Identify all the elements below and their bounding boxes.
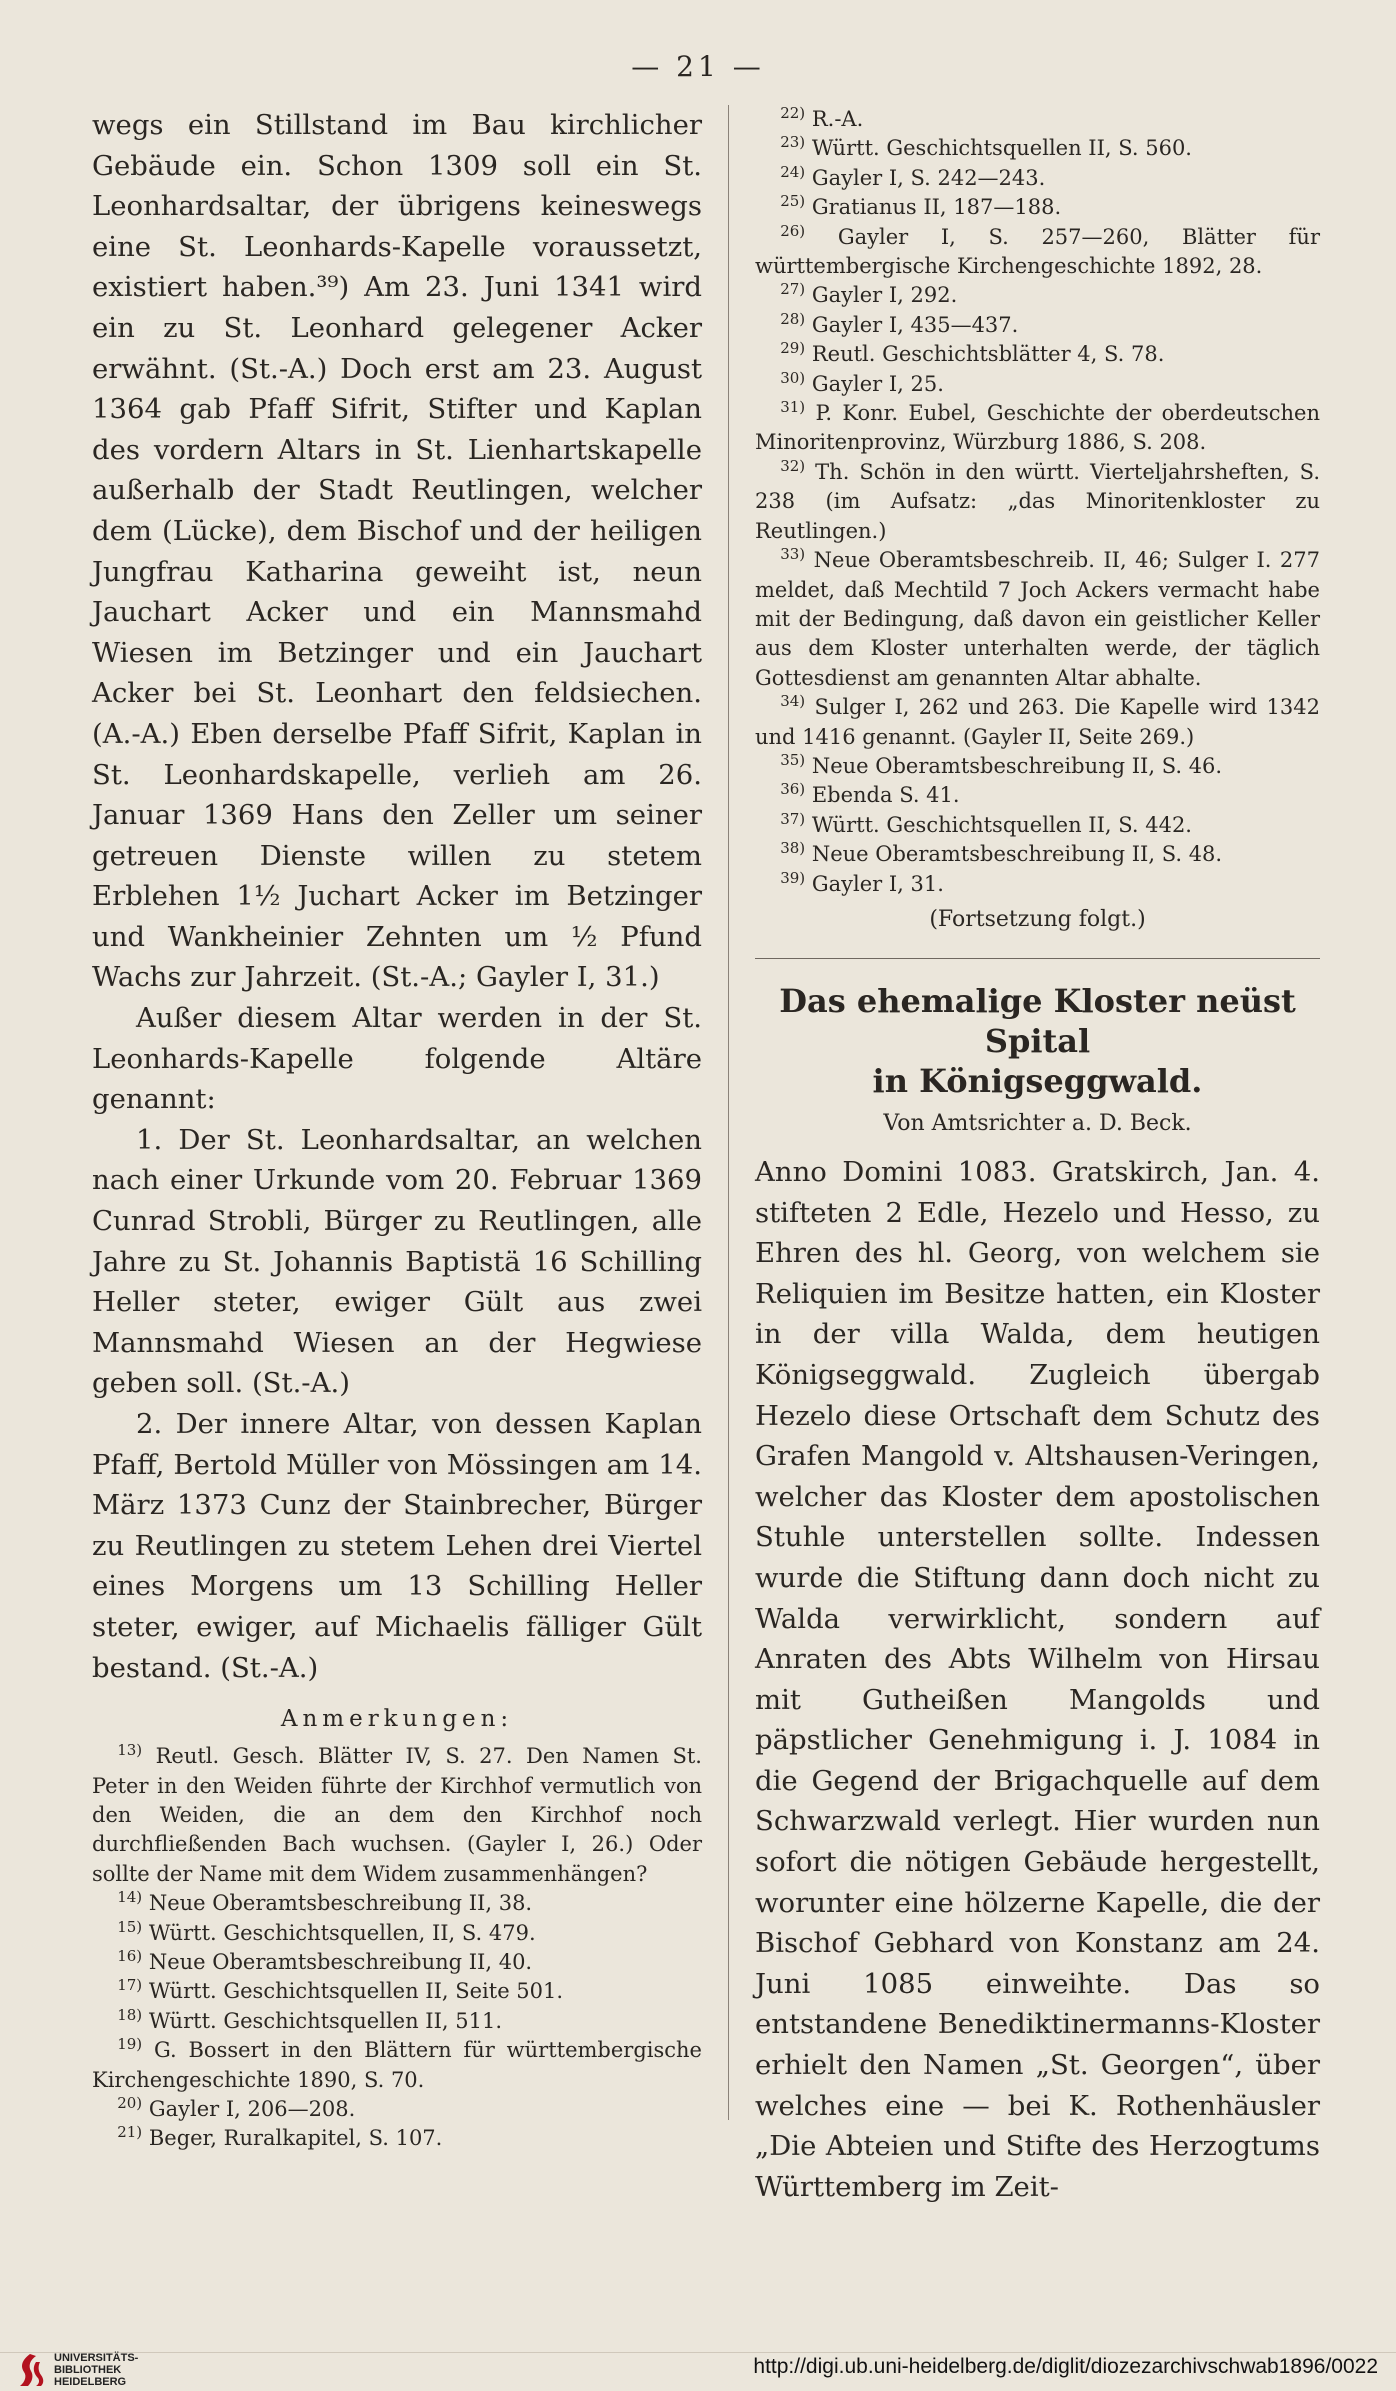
notes-heading: Anmerkungen: xyxy=(280,1706,514,1733)
footnote: $^{22)}$ R.-A. xyxy=(780,104,864,131)
footnote: $^{17)}$ Württ. Geschichtsquellen II, Seite 501. xyxy=(117,1976,564,2004)
article-author: Von Amtsrichter a. D. Beck. xyxy=(883,1110,1192,1136)
paragraph: wegs ein Stillstand im Bau kirchlicher Gebäude ein. Schon 1309 soll ein St. Leonhardsaltar, der übrigens keineswegs eine St. Leonhards-Kapelle voraussetzt, existiert haben.³⁹) Am 23. Juni 1341 wird ein zu St. Leonhard gelegener Acker erwähnt. (St.-A.) Doch erst am 23. August 1364 gab Pfaff Sifrit, Stifter und Kaplan des vordern Altars in St. Lienhartskapelle außerhalb der Stadt Reutlingen, welcher dem (Lücke), dem Bischof und der heiligen Jungfrau Katharina geweiht ist, neun Jauchart Acker und ein Mannsmahd Wiesen im Betzinger und ein Jauchart Acker bei St. Leonhart den feldsiechen. (A.-A.) Eben derselbe Pfaff Sifrit, Kaplan in St. Leonhardskapelle, verlieh am 26. Januar 1369 Hans den Zeller um seiner getreuen Dienste willen zu stetem Erblehen 1½ Juchart Acker im Betzinger und Wankheinier Zehnten um ½ Pfund Wachs zur Jahrzeit. (St.-A.; Gayler I, 31.) xyxy=(92,109,702,994)
right-footnotes xyxy=(755,105,1320,899)
footnote: $^{25)}$ Gratianus II, 187—188. xyxy=(780,192,1062,220)
footnote: $^{29)}$ Reutl. Geschichtsblätter 4, S. 78. xyxy=(780,339,1165,367)
footnote: $^{18)}$ Württ. Geschichtsquellen II, 511. xyxy=(117,2005,502,2033)
right-column xyxy=(755,105,1320,2207)
footnote: $^{16)}$ Neue Oberamtsbeschreibung II, 40. xyxy=(117,1947,533,1974)
page-number: — 21 — xyxy=(631,50,765,83)
article-title: Das ehemalige Kloster neüst Spital in Königseggwald. xyxy=(779,981,1296,1100)
footnote: $^{35)}$ Neue Oberamtsbeschreibung II, S. 46. xyxy=(780,750,1223,778)
footnote: $^{23)}$ Württ. Geschichtsquellen II, S. 560. xyxy=(780,133,1192,161)
footnote: $^{39)}$ Gayler I, 31. xyxy=(780,868,944,896)
footnote: $^{24)}$ Gayler I, S. 242—243. xyxy=(780,162,1046,190)
footnote: $^{28)}$ Gayler I, 435—437. xyxy=(780,309,1019,337)
footnote: $^{32)}$ Th. Schön in den württ. Vierteljahrsheften, S. 238 (im Aufsatz: „das Minoritenkloster zu Reutlingen.) xyxy=(755,456,1320,543)
footnote: $^{38)}$ Neue Oberamtsbeschreibung II, S. 48. xyxy=(780,839,1223,867)
footnote: $^{31)}$ P. Konr. Eubel, Geschichte der oberdeutschen Minoritenprovinz, Würzburg 1886, S. 208. xyxy=(755,398,1320,455)
footnote: $^{13)}$ Reutl. Gesch. Blätter IV, S. 27. Den Namen St. Peter in den Weiden führte der Kirchhof vermutlich von den Weiden, die an dem den Kirchhof noch durchfließenden Bach wuchsen. (Gayler I, 26.) Oder sollte der Name mit dem Widem zusammenhängen? xyxy=(92,1741,702,1886)
footnote: $^{14)}$ Neue Oberamtsbeschreibung II, 38. xyxy=(117,1888,533,1916)
library-logo xyxy=(14,2350,194,2390)
article-body xyxy=(755,1152,1320,2207)
footnote: $^{30)}$ Gayler I, 25. xyxy=(780,368,944,396)
footnote: $^{20)}$ Gayler I, 206—208. xyxy=(117,2094,356,2122)
left-body-text xyxy=(92,105,702,1688)
library-seal-icon xyxy=(14,2352,46,2388)
left-column xyxy=(92,105,702,2154)
paragraph: 1. Der St. Leonhardsaltar, an welchen nach einer Urkunde vom 20. Februar 1369 Cunrad Strobli, Bürger zu Reutlingen, alle Jahre zu St. Johannis Baptistä 16 Schilling Heller steter, ewiger Gült aus zwei Mannsmahd Wiesen an der Hegwiese geben soll. (St.-A.) xyxy=(92,1123,702,1400)
paragraph: Außer diesem Altar werden in der St. Leonhards-Kapelle folgende Altäre genannt: xyxy=(92,1002,702,1116)
continuation-note: (Fortsetzung folgt.) xyxy=(929,906,1146,932)
footnote: $^{26)}$ Gayler I, S. 257—260, Blätter für württembergische Kirchengeschichte 1892, 28. xyxy=(755,221,1320,279)
footer-divider xyxy=(0,2352,1396,2353)
footnote: $^{33)}$ Neue Oberamtsbeschreib. II, 46; Sulger I. 277 meldet, daß Mechtild 7 Joch Ackers vermacht habe mit der Bedingung, daß davon ein geistlicher Keller aus dem Kloster unterhalten werde, der täglich Gottesdienst am genannten Altar abhalte. xyxy=(755,545,1320,690)
footnote: $^{36)}$ Ebenda S. 41. xyxy=(780,780,960,808)
section-separator xyxy=(755,958,1320,959)
footnote: $^{27)}$ Gayler I, 292. xyxy=(780,280,958,308)
left-footnotes xyxy=(92,1742,702,2154)
library-name: UNIVERSITÄTS- BIBLIOTHEK HEIDELBERG xyxy=(54,2352,139,2388)
source-url[interactable]: http://digi.ub.uni-heidelberg.de/diglit/diozezarchivschwab1896/0022 xyxy=(753,2355,1378,2378)
column-divider xyxy=(728,105,729,2120)
footnote: $^{37)}$ Württ. Geschichtsquellen II, S. 442. xyxy=(780,809,1192,837)
paragraph: Anno Domini 1083. Gratskirch, Jan. 4. stifteten 2 Edle, Hezelo und Hesso, zu Ehren des hl. Georg, von welchem sie Reliquien im Besitze hatten, ein Kloster in der villa Walda, dem heutigen Königseggwald. Zugleich übergab Hezelo diese Ortschaft dem Schutz des Grafen Mangold v. Altshausen-Veringen, welcher das Kloster dem apostolischen Stuhle unterstellen sollte. Indessen wurde die Stiftung dann doch nicht zu Walda verwirklicht, sondern auf Anraten des Abts Wilhelm von Hirsau mit Gutheißen Mangolds und päpstlicher Genehmigung i. J. 1084 in die Gegend der Brigachquelle auf dem Schwarzwald verlegt. Hier wurden nun sofort die nötigen Gebäude hergestellt, worunter eine hölzerne Kapelle, die der Bischof Gebhard von Konstanz am 24. Juni 1085 einweihte. Das so entstandene Benediktinermanns-Kloster erhielt den Namen „St. Georgen“, über welches eine — bei K. Rothenhäusler „Die Abteien und Stifte des Herzogtums Württemberg im Zeit- xyxy=(755,1155,1320,2203)
footnote: $^{34)}$ Sulger I, 262 und 263. Die Kapelle wird 1342 und 1416 genannt. (Gayler II, Seite 269.) xyxy=(755,692,1320,749)
footnote: $^{21)}$ Beger, Ruralkapitel, S. 107. xyxy=(117,2123,443,2151)
paragraph: 2. Der innere Altar, von dessen Kaplan Pfaff, Bertold Müller von Mössingen am 14. März 1373 Cunz der Stainbrecher, Bürger zu Reutlingen zu stetem Lehen drei Viertel eines Morgens um 13 Schilling Heller steter, ewiger, auf Michaelis fälliger Gült bestand. (St.-A.) xyxy=(92,1408,702,1684)
footnote: $^{19)}$ G. Bossert in den Blättern für württembergische Kirchengeschichte 1890, S. 70. xyxy=(92,2035,702,2092)
footnote: $^{15)}$ Württ. Geschichtsquellen, II, S. 479. xyxy=(117,1917,536,1945)
